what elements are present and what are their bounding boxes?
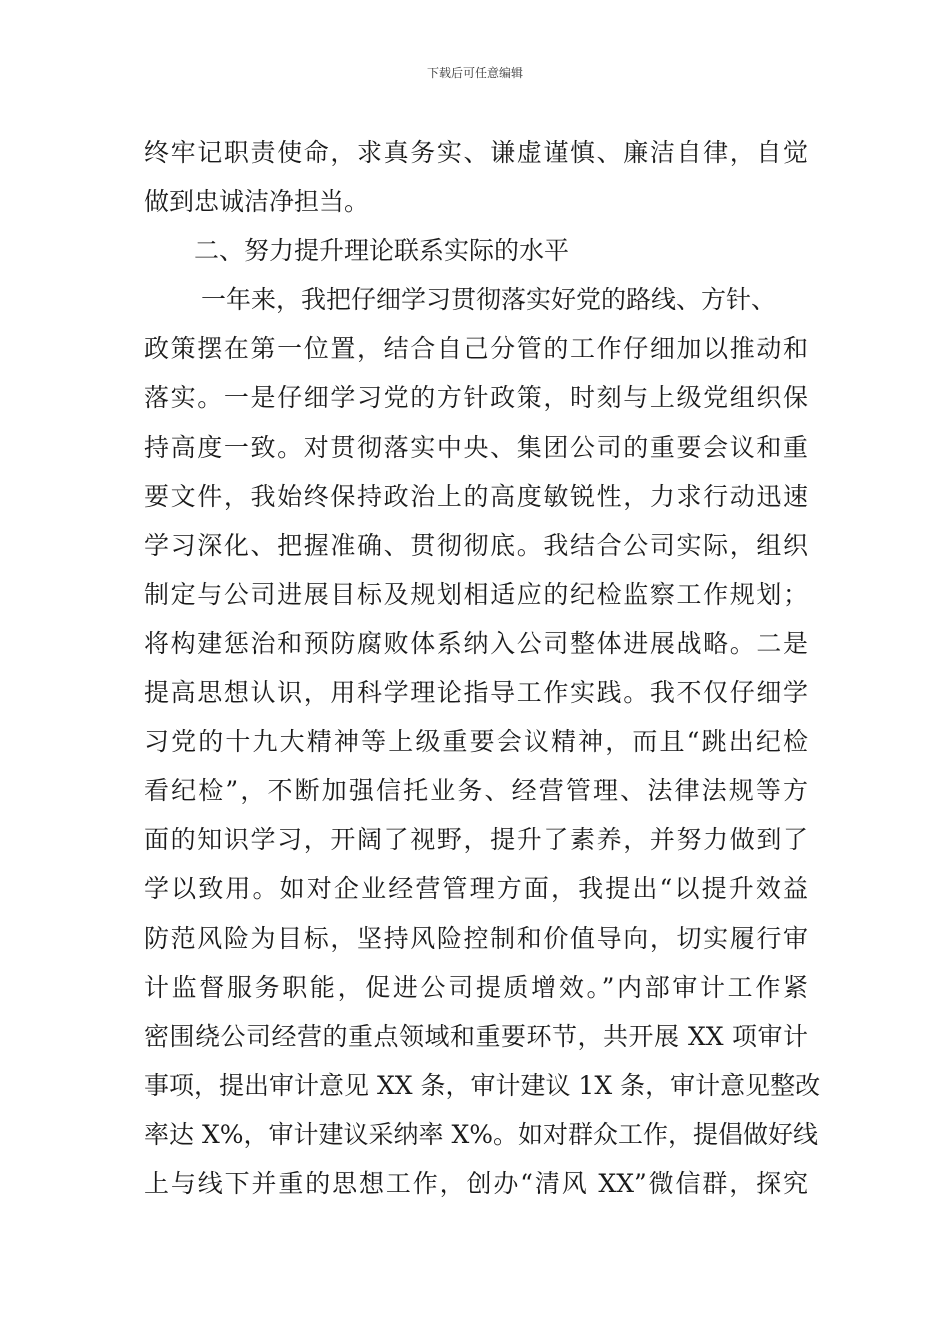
paragraph-first-line: 一年来，我把仔细学习贯彻落实好党的路线、方针、 bbox=[201, 285, 777, 315]
text-line: 计监督服务职能，促进公司提质增效。”内部审计工作紧 bbox=[144, 972, 808, 1002]
text-line: 要文件，我始终保持政治上的高度敏锐性，力求行动迅速 bbox=[144, 481, 808, 511]
page-header-note: 下载后可任意编辑 bbox=[426, 66, 523, 80]
document-body bbox=[144, 128, 821, 1208]
text-line: 率达 X%，审计建议采纳率 X%。如对群众工作，提倡做好线 bbox=[144, 1119, 819, 1149]
text-line: 持高度一致。对贯彻落实中央、集团公司的重要会议和重 bbox=[144, 432, 808, 462]
text-line: 事项，提出审计意见 XX 条，审计建议 1X 条，审计意见整改 bbox=[144, 1070, 821, 1100]
text-line: 学习深化、把握准确、贯彻彻底。我结合公司实际，组织 bbox=[144, 530, 808, 560]
text-line: 密围绕公司经营的重点领域和重要环节，共开展 XX 项审计 bbox=[144, 1021, 808, 1051]
text-line: 防范风险为目标，坚持风险控制和价值导向，切实履行审 bbox=[144, 923, 808, 953]
text-line: 学以致用。如对企业经营管理方面，我提出“以提升效益 bbox=[144, 874, 808, 904]
text-line: 看纪检”，不断加强信托业务、经营管理、法律法规等方 bbox=[144, 776, 808, 806]
text-line: 终牢记职责使命，求真务实、谦虚谨慎、廉洁自律，自觉 bbox=[144, 138, 808, 167]
text-line: 面的知识学习，开阔了视野，提升了素养，并努力做到了 bbox=[144, 825, 808, 855]
text-line: 政策摆在第一位置，结合自己分管的工作仔细加以推动和 bbox=[144, 334, 808, 364]
text-line: 落实。一是仔细学习党的方针政策，时刻与上级党组织保 bbox=[144, 383, 808, 413]
text-line: 习党的十九大精神等上级重要会议精神，而且“跳出纪检 bbox=[144, 727, 808, 757]
text-line: 做到忠诚洁净担当。 bbox=[144, 187, 370, 217]
text-line: 提高思想认识，用科学理论指导工作实践。我不仅仔细学 bbox=[144, 678, 808, 708]
text-line: 将构建惩治和预防腐败体系纳入公司整体进展战略。二是 bbox=[144, 628, 808, 658]
text-line: 制定与公司进展目标及规划相适应的纪检监察工作规划； bbox=[144, 579, 808, 609]
section-heading: 二、努力提升理论联系实际的水平 bbox=[194, 236, 570, 266]
text-line: 上与线下并重的思想工作，创办“清风 XX”微信群，探究 bbox=[144, 1168, 808, 1198]
